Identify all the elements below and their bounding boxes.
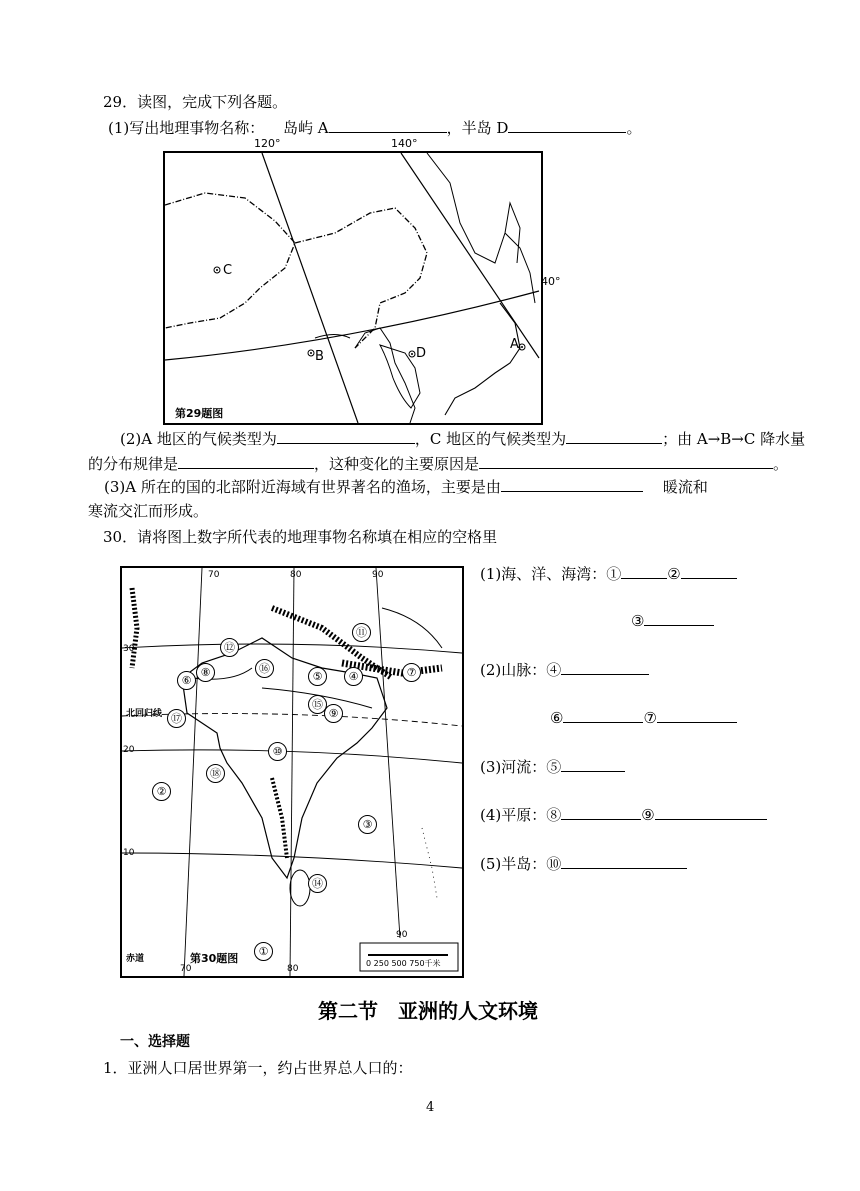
q30-rivers-label: (3)河流：⑤ <box>480 758 562 776</box>
q29-part1-a: 岛屿 A <box>283 119 329 137</box>
point-c-label: C <box>223 263 233 278</box>
marker-17: ⑰ <box>167 709 186 728</box>
tropic-of-cancer-label: 北回归线 <box>126 709 163 719</box>
q29-part2-a: (2)A 地区的气候类型为 <box>120 430 277 448</box>
marker-14: ⑭ <box>308 874 327 893</box>
q29-part1 <box>108 117 641 138</box>
answer-blank-island-a[interactable] <box>329 117 447 133</box>
lon-120-label: 120° <box>254 137 281 150</box>
q30-plains-label: (4)平原：⑧ <box>480 806 562 824</box>
marker-9: ⑨ <box>324 704 343 723</box>
marker-18: ⑱ <box>206 764 225 783</box>
map30-lat-10: 10 <box>123 848 135 858</box>
q30-peninsula-label: (5)半岛：⑩ <box>480 855 562 873</box>
q29-part3-line2: 寒流交汇而形成。 <box>88 502 209 520</box>
answer-blank-climate-c[interactable] <box>566 428 662 444</box>
map30-tick-70: 70 <box>208 570 220 580</box>
q30-title: 30．请将图上数字所代表的地理事物名称填在相应的空格里 <box>103 528 498 546</box>
answer-blank-6[interactable] <box>563 707 643 723</box>
q29-part1-label: (1)写出地理事物名称： <box>108 119 265 137</box>
q29-part2-b: ，C 地区的气候类型为 <box>414 430 567 448</box>
marker-8: ⑧ <box>196 663 215 682</box>
map30-lat-30: 30 <box>123 644 135 654</box>
q30-mountains-label: (2)山脉：④ <box>480 661 562 679</box>
q29-title: 29．读图，完成下列各题。 <box>103 93 288 111</box>
q30-mountains-row1 <box>480 659 649 680</box>
map30-scale: 0 250 500 750千米 <box>366 959 441 968</box>
map30-bottom-80: 80 <box>287 964 299 974</box>
q30-rivers-row <box>480 756 625 777</box>
marker-10: ⑩ <box>268 742 287 761</box>
q30-mountains-7: ⑦ <box>643 709 657 727</box>
answer-blank-8[interactable] <box>561 804 641 820</box>
answer-blank-7[interactable] <box>657 707 737 723</box>
marker-7: ⑦ <box>402 663 421 682</box>
q29-part2-line1 <box>120 428 805 449</box>
q30-seas-row1 <box>480 563 737 584</box>
answer-blank-2[interactable] <box>681 563 737 579</box>
point-a-label: A <box>510 337 519 352</box>
q29-part1-end: 。 <box>626 119 642 137</box>
section-title: 第二节 亚洲的人文环境 <box>318 999 538 1023</box>
map30-tick-90: 90 <box>372 570 384 580</box>
q29-part2-f: 。 <box>773 455 789 473</box>
q30-mountains-6: ⑥ <box>550 709 564 727</box>
q30-seas-label: (1)海、洋、海湾：① <box>480 565 622 583</box>
answer-blank-5[interactable] <box>561 756 625 772</box>
map-29 <box>163 137 561 425</box>
q30-peninsula-row <box>480 853 687 874</box>
marker-4: ④ <box>344 667 363 686</box>
q30-seas-3: ③ <box>631 612 645 630</box>
answer-blank-distribution[interactable] <box>178 453 314 469</box>
marker-3: ③ <box>358 815 377 834</box>
answer-blank-climate-a[interactable] <box>277 428 415 444</box>
map-30-drawing <box>122 568 462 976</box>
point-d-label: D <box>416 346 427 361</box>
page-number: 4 <box>426 1100 435 1115</box>
marker-5: ⑤ <box>308 667 327 686</box>
marker-1: ① <box>254 942 273 961</box>
answer-blank-1[interactable] <box>621 563 667 579</box>
answer-blank-peninsula-d[interactable] <box>508 117 626 133</box>
answer-blank-warm-current[interactable] <box>501 476 643 492</box>
section-subtitle: 一、选择题 <box>120 1034 190 1050</box>
map-29-caption: 第29题图 <box>175 407 224 420</box>
q30-plains-9: ⑨ <box>641 806 655 824</box>
map30-bottom-90: 90 <box>396 930 408 940</box>
section-q1: 1．亚洲人口居世界第一，约占世界总人口的： <box>103 1059 413 1077</box>
marker-15: ⑮ <box>308 695 327 714</box>
map30-tick-80: 80 <box>290 570 302 580</box>
marker-11: ⑪ <box>352 623 371 642</box>
map-30-caption: 第30题图 <box>190 952 239 965</box>
map-29-drawing <box>165 153 541 423</box>
answer-blank-9[interactable] <box>655 804 767 820</box>
q29-part2-line2 <box>88 453 788 474</box>
marker-2: ② <box>152 782 171 801</box>
q29-part3-a: (3)A 所在的国的北部附近海域有世界著名的渔场，主要是由 <box>104 478 501 496</box>
q30-seas-2: ② <box>667 565 681 583</box>
marker-6: ⑥ <box>177 671 196 690</box>
q30-plains-row <box>480 804 767 825</box>
equator-label: 赤道 <box>126 954 145 964</box>
q29-part3-b: 暖流和 <box>662 478 708 496</box>
q30-seas-row2 <box>631 610 714 630</box>
answer-blank-10[interactable] <box>561 853 687 869</box>
lon-140-label: 140° <box>391 137 418 150</box>
point-b-label: B <box>315 349 324 364</box>
answer-blank-3[interactable] <box>644 610 714 626</box>
q29-part3-line1 <box>104 476 708 497</box>
map-30 <box>120 566 464 978</box>
map30-bottom-70: 70 <box>180 964 192 974</box>
lat-40-label: 40° <box>541 275 561 288</box>
answer-blank-reason[interactable] <box>479 453 773 469</box>
marker-16: ⑯ <box>255 659 274 678</box>
marker-12: ⑫ <box>220 638 239 657</box>
answer-blank-4[interactable] <box>561 659 649 675</box>
q29-part2-d: 的分布规律是 <box>88 455 179 473</box>
q29-part2-e: ，这种变化的主要原因是 <box>314 455 480 473</box>
map30-lat-20: 20 <box>123 745 135 755</box>
q30-mountains-row2 <box>550 707 737 727</box>
q29-part2-c: ；由 A→B→C 降水量 <box>662 430 806 448</box>
q29-part1-sep: ，半岛 D <box>446 119 509 137</box>
